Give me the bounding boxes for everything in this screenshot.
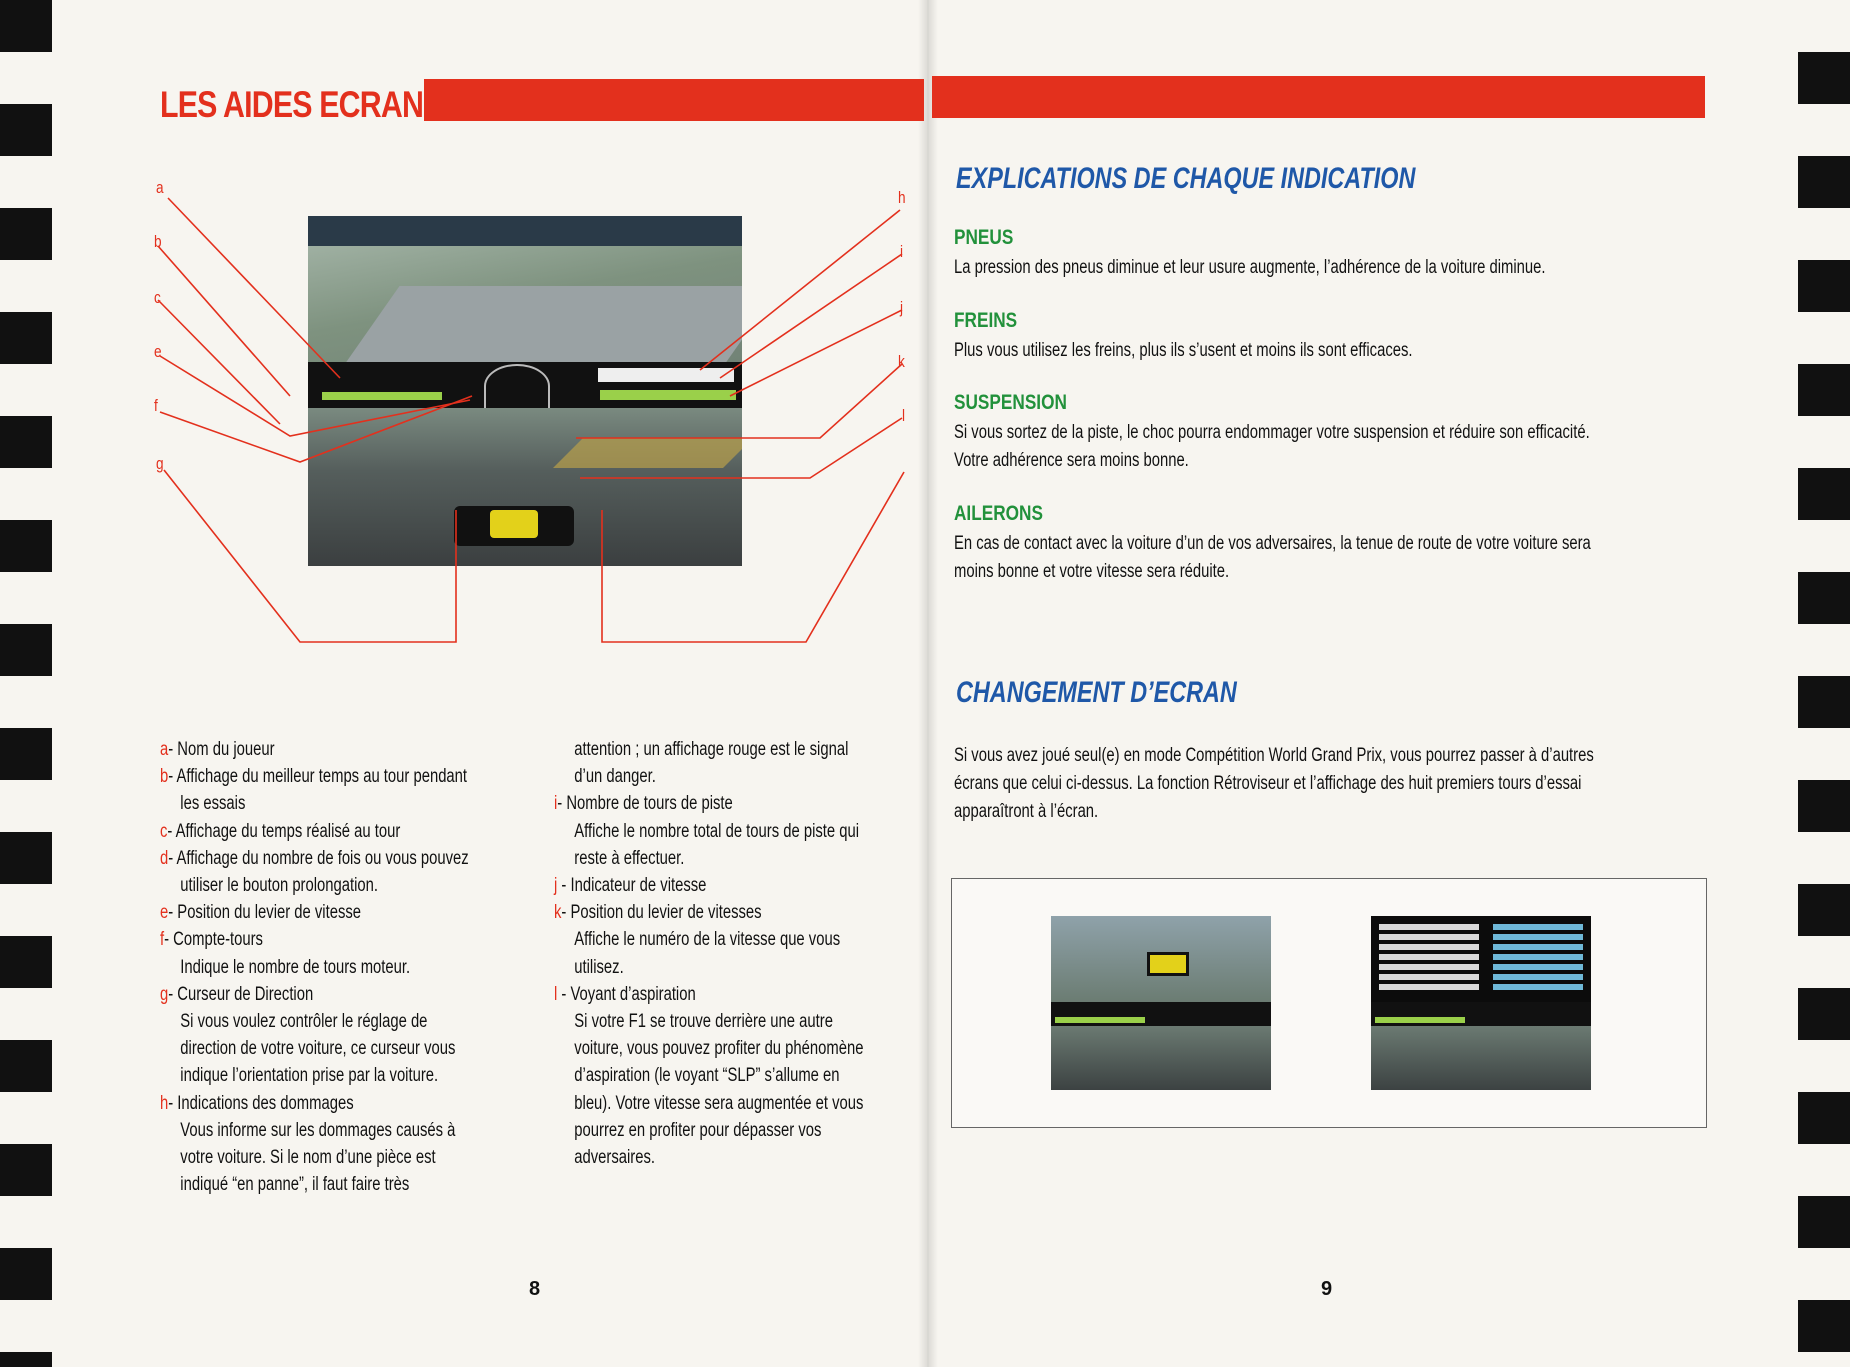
callout-letter-i: i — [900, 242, 904, 261]
legend-letter: h — [160, 1092, 169, 1114]
text-changement-2: écrans que celui ci-dessus. La fonction Rétroviseur et l’affichage des huit premiers tours d’essai — [954, 773, 1582, 794]
callout-letter-b: b — [154, 232, 162, 251]
legend-line — [554, 981, 863, 1008]
page-number-left: 8 — [529, 1278, 541, 1300]
legend-column-1 — [160, 736, 469, 1198]
screenshot-practice-times-mode — [1371, 916, 1591, 1090]
legend-item-text: Indicateur de vitesse — [570, 875, 707, 897]
legend-line — [160, 1090, 469, 1117]
text-freins: Plus vous utilisez les freins, plus ils s’usent et moins ils sont efficaces. — [954, 340, 1413, 361]
legend-line — [160, 1062, 469, 1089]
page-title-left: LES AIDES ECRAN — [160, 84, 424, 125]
legend-line — [554, 1062, 863, 1089]
legend-separator: - — [167, 820, 176, 842]
legend-line — [160, 1171, 469, 1198]
legend-line — [554, 845, 863, 872]
legend-letter: c — [160, 820, 168, 842]
text-changement-1: Si vous avez joué seul(e) en mode Compétition World Grand Prix, vous pourrez passer à d’autres — [954, 745, 1594, 766]
callout-letter-h: h — [898, 188, 906, 207]
legend-separator: - — [557, 793, 567, 815]
legend-column-2 — [554, 736, 863, 1171]
legend-letter: b — [160, 766, 169, 788]
legend-item-text: Curseur de Direction — [177, 983, 314, 1005]
legend-line — [160, 981, 469, 1008]
legend-letter: e — [160, 902, 169, 924]
legend-line — [160, 845, 469, 872]
legend-letter: d — [160, 847, 169, 869]
heading-suspension: SUSPENSION — [954, 391, 1067, 414]
damage-indicator-strip — [598, 368, 734, 382]
callout-letter-c: c — [154, 288, 161, 307]
heading-freins: FREINS — [954, 309, 1018, 332]
legend-separator: - — [168, 847, 177, 869]
legend-line — [160, 736, 469, 763]
section-title-explications: EXPLICATIONS DE CHAQUE INDICATION — [956, 162, 1416, 195]
tachometer-gauge — [484, 364, 550, 408]
game-screen-illustration — [308, 216, 742, 566]
legend-line-text: Affiche le numéro de la vitesse que vous — [574, 929, 841, 951]
legend-item-text: Affichage du meilleur temps au tour pendant — [176, 766, 468, 788]
legend-line-text: attention ; un affichage rouge est le signal — [574, 739, 849, 760]
text-ailerons-1: En cas de contact avec la voiture d’un de vos adversaires, la tenue de route de votre voiture sera — [954, 533, 1591, 554]
legend-line — [160, 1117, 469, 1144]
legend-item-text: Compte-tours — [173, 929, 263, 951]
legend-separator: - — [168, 902, 178, 924]
legend-line-text: les essais — [180, 793, 246, 815]
callout-letter-l: l — [902, 406, 906, 425]
text-suspension-1: Si vous sortez de la piste, le choc pourra endommager votre suspension et réduire son efficacité. — [954, 422, 1590, 443]
legend-line — [554, 763, 863, 790]
text-ailerons-2: moins bonne et votre vitesse sera réduite. — [954, 561, 1230, 582]
legend-item-text: Affichage du nombre de fois ou vous pouvez — [176, 847, 469, 869]
legend-line — [160, 1035, 469, 1062]
callout-letter-a: a — [156, 178, 164, 197]
legend-line-text: Si votre F1 se trouve derrière une autre — [574, 1011, 833, 1033]
legend-line — [554, 736, 863, 763]
checkered-border-left — [0, 0, 52, 1367]
legend-letter: a — [160, 739, 169, 760]
legend-line — [160, 818, 469, 845]
header-red-bar-left — [424, 79, 924, 121]
practice-times-board — [1371, 916, 1591, 1002]
legend-line-text: indique l’orientation prise par la voiture. — [180, 1065, 439, 1087]
callout-letter-e: e — [154, 342, 162, 361]
legend-line-text: reste à effectuer. — [574, 847, 685, 869]
callout-letter-j: j — [900, 298, 904, 317]
legend-line-text: d’aspiration (le voyant “SLP” s’allume en — [574, 1065, 840, 1087]
callout-letter-g: g — [156, 454, 164, 473]
text-changement-3: apparaîtront à l’écran. — [954, 801, 1099, 822]
legend-line — [554, 790, 863, 817]
legend-separator: - — [168, 983, 178, 1005]
legend-line-text: direction de votre voiture, ce curseur vous — [180, 1038, 456, 1060]
legend-line-text: pourrez en profiter pour dépasser vos — [574, 1119, 822, 1141]
legend-item-text: Position du levier de vitesses — [570, 902, 762, 924]
legend-line — [160, 926, 469, 953]
heading-ailerons: AILERONS — [954, 502, 1043, 525]
legend-separator: - — [168, 739, 178, 760]
legend-line — [554, 1144, 863, 1171]
legend-item-text: Nombre de tours de piste — [566, 793, 733, 815]
section-title-changement: CHANGEMENT D’ECRAN — [956, 676, 1237, 709]
legend-line — [554, 1008, 863, 1035]
header-red-bar-right — [932, 76, 1705, 118]
text-suspension-2: Votre adhérence sera moins bonne. — [954, 450, 1189, 471]
legend-line — [554, 1117, 863, 1144]
legend-line-text: Indique le nombre de tours moteur. — [180, 956, 411, 978]
legend-line-text: voiture, vous pouvez profiter du phénomène — [574, 1038, 864, 1060]
legend-line-text: utilisez. — [574, 956, 624, 978]
legend-line-text: Si vous voulez contrôler le réglage de — [180, 1011, 428, 1033]
legend-line-text: votre voiture. Si le nom d’une pièce est — [180, 1147, 436, 1169]
legend-line — [554, 926, 863, 953]
hud-panel — [308, 362, 742, 408]
legend-line-text: d’un danger. — [574, 766, 656, 788]
f1-car — [454, 506, 574, 546]
callout-letter-k: k — [898, 352, 905, 371]
legend-letter: k — [554, 902, 562, 924]
legend-line — [160, 1008, 469, 1035]
legend-line — [554, 818, 863, 845]
legend-item-text: Position du levier de vitesse — [177, 902, 362, 924]
legend-item-text: Indications des dommages — [177, 1092, 354, 1114]
legend-line — [554, 1035, 863, 1062]
legend-letter: j — [554, 875, 558, 897]
legend-line — [160, 790, 469, 817]
legend-letter: f — [160, 929, 165, 951]
legend-item-text: Affichage du temps réalisé au tour — [175, 820, 401, 842]
legend-line — [160, 899, 469, 926]
legend-separator: - — [557, 875, 571, 897]
legend-line — [160, 763, 469, 790]
book-spine — [918, 0, 938, 1367]
legend-line — [160, 872, 469, 899]
heading-pneus: PNEUS — [954, 226, 1014, 249]
text-pneus: La pression des pneus diminue et leur usure augmente, l’adhérence de la voiture diminue. — [954, 257, 1546, 278]
legend-line — [160, 1144, 469, 1171]
legend-separator: - — [168, 1092, 178, 1114]
page-number-right: 9 — [1321, 1278, 1333, 1300]
callout-letter-f: f — [154, 396, 158, 415]
legend-letter: i — [554, 793, 558, 815]
legend-separator: - — [557, 983, 571, 1005]
legend-line-text: Affiche le nombre total de tours de piste qui — [574, 820, 860, 842]
legend-separator: - — [164, 929, 174, 951]
legend-line — [554, 1090, 863, 1117]
legend-separator: - — [168, 766, 177, 788]
legend-line-text: utiliser le bouton prolongation. — [180, 875, 379, 897]
legend-line — [160, 954, 469, 981]
legend-line — [554, 872, 863, 899]
legend-letter: l — [554, 983, 558, 1005]
legend-separator: - — [561, 902, 571, 924]
legend-item-text: Nom du joueur — [177, 739, 275, 760]
legend-line-text: Vous informe sur les dommages causés à — [180, 1119, 456, 1141]
legend-line-text: bleu). Votre vitesse sera augmentée et vous — [574, 1092, 864, 1114]
screenshot-rearview-mode — [1051, 916, 1271, 1090]
legend-line — [554, 954, 863, 981]
checkered-border-right — [1798, 0, 1850, 1367]
legend-line-text: indiqué “en panne”, il faut faire très — [180, 1174, 410, 1196]
legend-line — [554, 899, 863, 926]
legend-letter: g — [160, 983, 169, 1005]
legend-line-text: adversaires. — [574, 1147, 656, 1169]
legend-item-text: Voyant d’aspiration — [570, 983, 696, 1005]
